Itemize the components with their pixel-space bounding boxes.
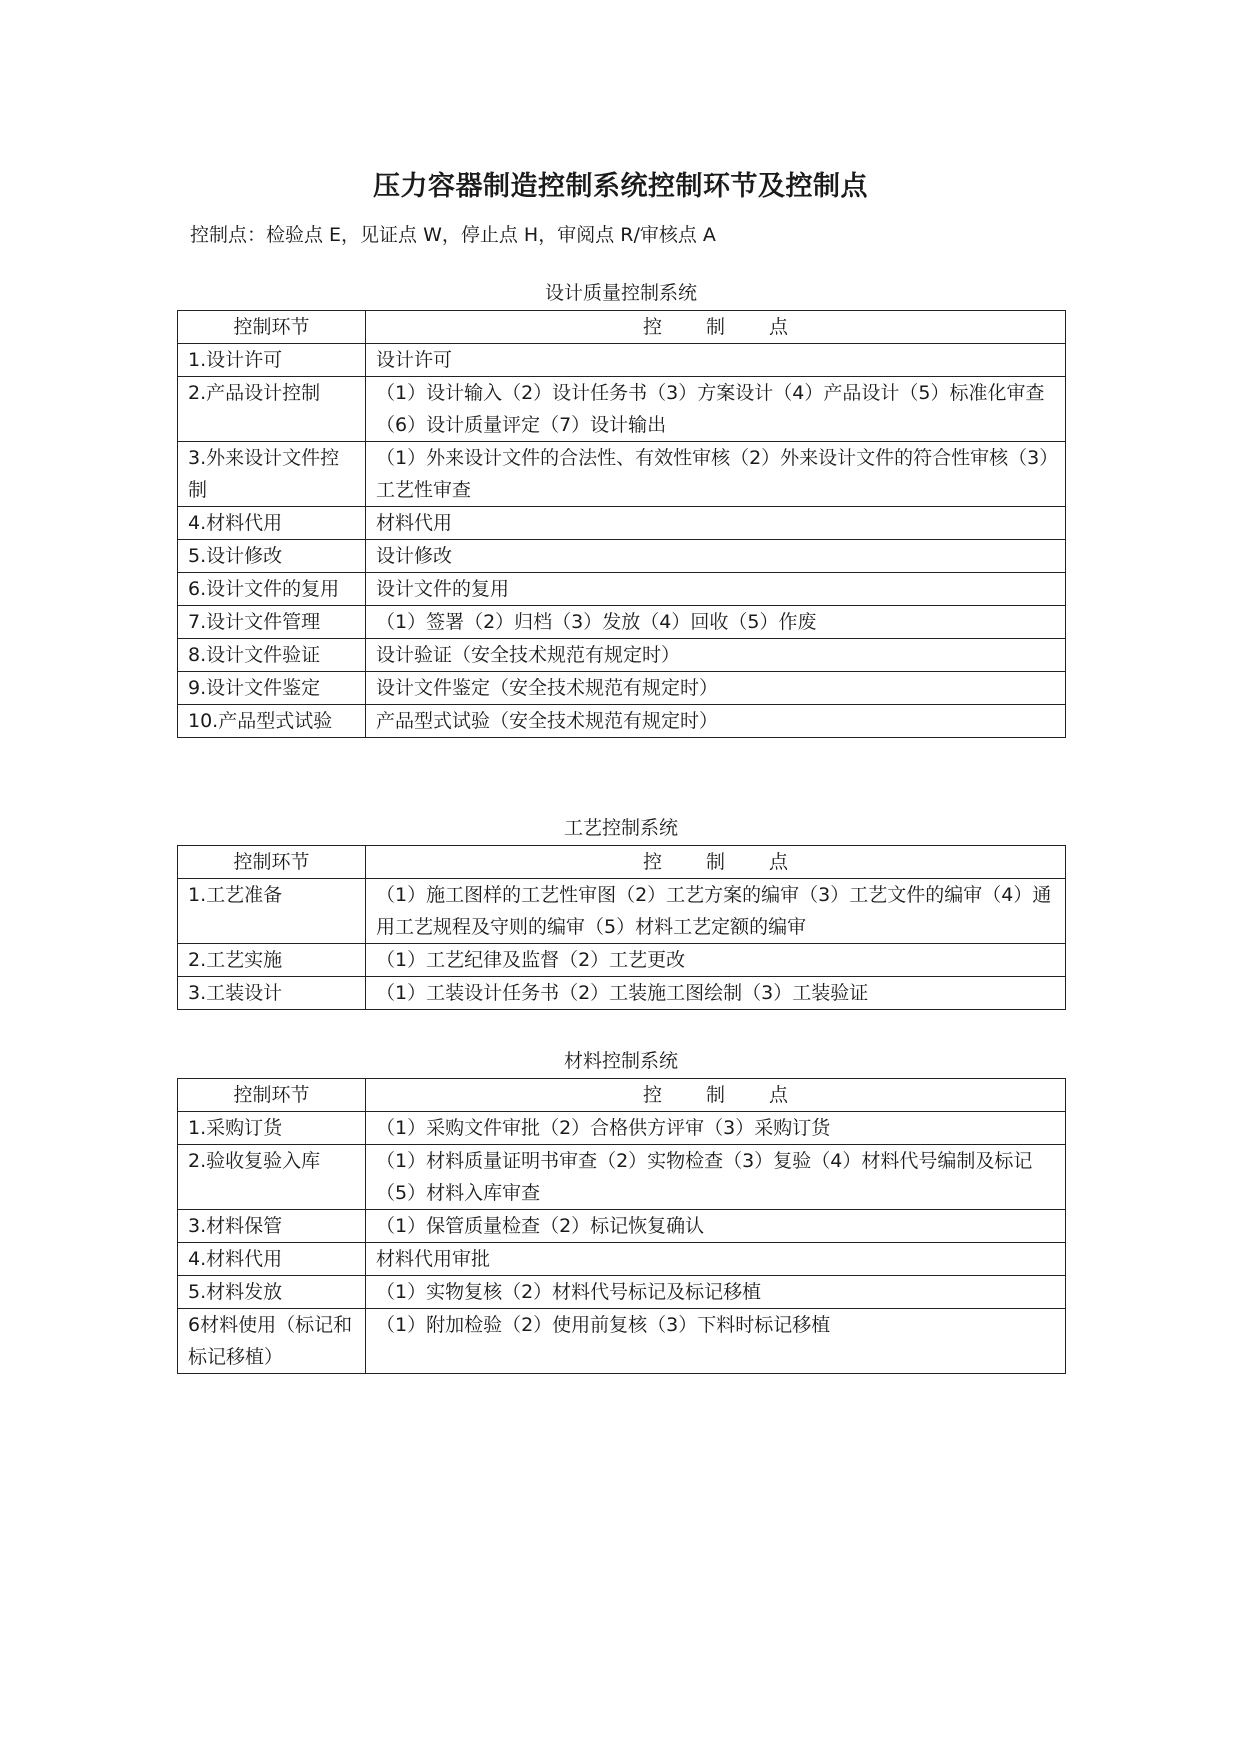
step-cell: 4.材料代用: [178, 507, 366, 540]
points-cell: （1）保管质量检查（2）标记恢复确认: [366, 1210, 1066, 1243]
process-control-table: [177, 845, 1066, 1010]
design-quality-table: [177, 310, 1066, 738]
table-row: [178, 1243, 1066, 1276]
step-cell: 3.外来设计文件控制: [178, 442, 366, 507]
step-cell: 10.产品型式试验: [178, 705, 366, 738]
table-row: [178, 1309, 1066, 1374]
step-cell: 3.材料保管: [178, 1210, 366, 1243]
points-cell: （1）签署（2）归档（3）发放（4）回收（5）作废: [366, 606, 1066, 639]
step-cell: 2.产品设计控制: [178, 377, 366, 442]
points-cell: 设计许可: [366, 344, 1066, 377]
material-control-section: [177, 1048, 1065, 1374]
header-control-step: 控制环节: [178, 311, 366, 344]
points-cell: （1）施工图样的工艺性审图（2）工艺方案的编审（3）工艺文件的编审（4）通用工艺规程及守则的编审（5）材料工艺定额的编审: [366, 879, 1066, 944]
table-row: [178, 672, 1066, 705]
control-point-legend: 控制点：检验点 E，见证点 W，停止点 H，审阅点 R/审核点 A: [190, 224, 716, 246]
table-row: [178, 606, 1066, 639]
points-cell: 产品型式试验（安全技术规范有规定时）: [366, 705, 1066, 738]
points-cell: （1）外来设计文件的合法性、有效性审核（2）外来设计文件的符合性审核（3）工艺性审查: [366, 442, 1066, 507]
table-row: [178, 442, 1066, 507]
material-control-table: [177, 1078, 1066, 1374]
header-control-points: 控制点: [366, 846, 1066, 879]
table-header-row: [178, 311, 1066, 344]
step-cell: 2.工艺实施: [178, 944, 366, 977]
points-cell: （1）附加检验（2）使用前复核（3）下料时标记移植: [366, 1309, 1066, 1374]
table-row: [178, 1210, 1066, 1243]
header-control-points: 控制点: [366, 1079, 1066, 1112]
table-header-row: [178, 1079, 1066, 1112]
design-section-caption: 设计质量控制系统: [544, 282, 697, 304]
table-row: [178, 639, 1066, 672]
points-cell: （1）采购文件审批（2）合格供方评审（3）采购订货: [366, 1112, 1066, 1145]
table-header-row: [178, 846, 1066, 879]
table-row: [178, 377, 1066, 442]
points-cell: 设计文件鉴定（安全技术规范有规定时）: [366, 672, 1066, 705]
step-cell: 6材料使用（标记和标记移植）: [178, 1309, 366, 1374]
table-row: [178, 1276, 1066, 1309]
points-cell: 设计验证（安全技术规范有规定时）: [366, 639, 1066, 672]
points-cell: （1）工艺纪律及监督（2）工艺更改: [366, 944, 1066, 977]
page-title: 压力容器制造控制系统控制环节及控制点: [373, 171, 868, 202]
material-section-caption: 材料控制系统: [563, 1050, 678, 1072]
step-cell: 2.验收复验入库: [178, 1145, 366, 1210]
table-row: [178, 977, 1066, 1010]
table-row: [178, 507, 1066, 540]
step-cell: 5.设计修改: [178, 540, 366, 573]
header-control-step: 控制环节: [178, 1079, 366, 1112]
step-cell: 7.设计文件管理: [178, 606, 366, 639]
header-control-points: 控制点: [366, 311, 1066, 344]
table-row: [178, 1145, 1066, 1210]
table-row: [178, 879, 1066, 944]
step-cell: 3.工装设计: [178, 977, 366, 1010]
table-row: [178, 944, 1066, 977]
process-control-section: [177, 815, 1065, 1010]
points-cell: （1）工装设计任务书（2）工装施工图绘制（3）工装验证: [366, 977, 1066, 1010]
design-quality-section: [177, 280, 1065, 738]
step-cell: 8.设计文件验证: [178, 639, 366, 672]
points-cell: 材料代用: [366, 507, 1066, 540]
points-cell: （1）实物复核（2）材料代号标记及标记移植: [366, 1276, 1066, 1309]
step-cell: 6.设计文件的复用: [178, 573, 366, 606]
header-control-step: 控制环节: [178, 846, 366, 879]
step-cell: 9.设计文件鉴定: [178, 672, 366, 705]
table-row: [178, 344, 1066, 377]
step-cell: 1.工艺准备: [178, 879, 366, 944]
step-cell: 1.设计许可: [178, 344, 366, 377]
step-cell: 1.采购订货: [178, 1112, 366, 1145]
table-row: [178, 1112, 1066, 1145]
points-cell: （1）材料质量证明书审查（2）实物检查（3）复验（4）材料代号编制及标记（5）材料入库审查: [366, 1145, 1066, 1210]
table-row: [178, 705, 1066, 738]
points-cell: （1）设计输入（2）设计任务书（3）方案设计（4）产品设计（5）标准化审查（6）设计质量评定（7）设计输出: [366, 377, 1066, 442]
table-row: [178, 540, 1066, 573]
table-row: [178, 573, 1066, 606]
points-cell: 设计修改: [366, 540, 1066, 573]
process-section-caption: 工艺控制系统: [563, 817, 678, 839]
step-cell: 5.材料发放: [178, 1276, 366, 1309]
points-cell: 设计文件的复用: [366, 573, 1066, 606]
points-cell: 材料代用审批: [366, 1243, 1066, 1276]
step-cell: 4.材料代用: [178, 1243, 366, 1276]
